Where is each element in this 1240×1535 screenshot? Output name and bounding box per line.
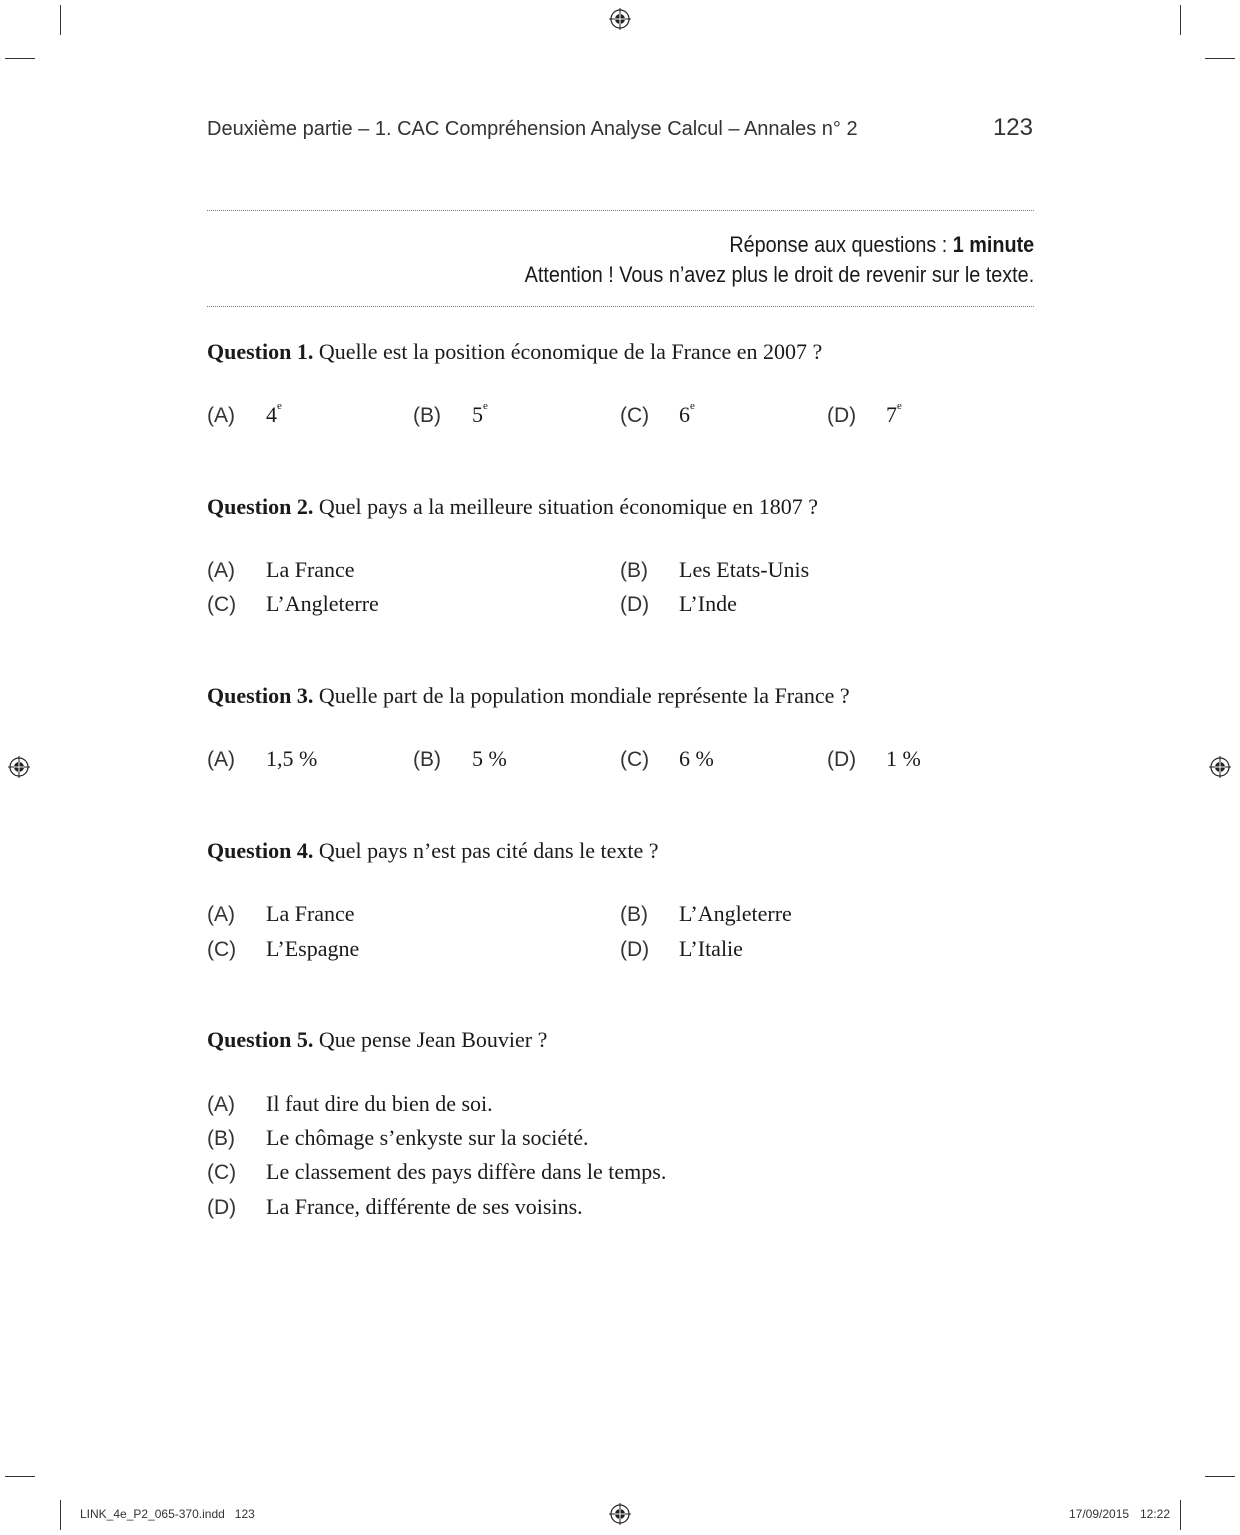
option-letter: (B) (413, 748, 441, 771)
footer-time: 12:22 (1140, 1507, 1171, 1521)
question-text: Que pense Jean Bouvier ? (313, 1027, 548, 1052)
question-1 (207, 339, 822, 365)
crop-mark-top-left (60, 5, 61, 35)
option-letter: (C) (207, 593, 237, 616)
page-number: 123 (992, 114, 1033, 141)
question-5 (207, 1027, 547, 1053)
running-title: Deuxième partie – 1. CAC Compréhension Analyse Calcul – Annales n° 2 (207, 118, 858, 140)
question-label: Question 4. (207, 838, 314, 863)
option-letter: (A) (207, 404, 235, 427)
option-letter: (C) (620, 748, 650, 771)
option-text: 5e (472, 400, 488, 427)
question-text: Quel pays n’est pas cité dans le texte ? (313, 838, 659, 863)
option-letter: (A) (207, 903, 235, 926)
option-letter: (B) (413, 404, 441, 427)
question-3 (207, 683, 850, 709)
option-text: L’Inde (679, 591, 737, 616)
option-text: 7e (886, 400, 902, 427)
option-text: L’Angleterre (266, 591, 379, 616)
option-text: L’Angleterre (679, 901, 792, 926)
option-text: La France (266, 901, 355, 926)
option-text: 6e (679, 400, 695, 427)
question-text: Quel pays a la meilleure situation économique en 1807 ? (313, 494, 818, 519)
crop-mark-bottom-left-h (5, 1476, 35, 1477)
option-letter: (C) (620, 404, 650, 427)
option-letter: (D) (827, 748, 857, 771)
option-text: La France, différente de ses voisins. (266, 1194, 583, 1219)
crop-mark-bottom-right-h (1205, 1476, 1235, 1477)
duration: 1 minute (952, 232, 1034, 257)
footer-date: 17/09/2015 (1069, 1507, 1130, 1521)
option-text: 1,5 % (266, 746, 318, 771)
question-label: Question 3. (207, 683, 314, 708)
question-text: Quelle part de la population mondiale représente la France ? (313, 683, 850, 708)
instructions-line1: Réponse aux questions : 1 minute (729, 232, 1034, 257)
option-letter: (B) (620, 559, 648, 582)
question-label: Question 5. (207, 1027, 314, 1052)
option-text: Les Etats-Unis (679, 557, 810, 582)
question-4 (207, 838, 659, 864)
option-letter: (A) (207, 748, 235, 771)
option-letter: (D) (827, 404, 857, 427)
option-letter: (B) (207, 1127, 235, 1150)
option-text: Le classement des pays diffère dans le temps. (266, 1159, 667, 1184)
crop-mark-bottom-right (1180, 1500, 1181, 1530)
crop-mark-top-left-h (5, 58, 35, 59)
question-label: Question 2. (207, 494, 314, 519)
option-text: 5 % (472, 746, 507, 771)
question-text: Quelle est la position économique de la France en 2007 ? (313, 339, 823, 364)
option-letter: (B) (620, 903, 648, 926)
option-text: Il faut dire du bien de soi. (266, 1091, 493, 1116)
option-text: La France (266, 557, 355, 582)
registration-mark-icon (1209, 756, 1231, 778)
footer-filename: LINK_4e_P2_065-370.indd 123 (80, 1507, 255, 1521)
registration-mark-icon (8, 756, 30, 778)
option-letter: (A) (207, 559, 235, 582)
divider-top (207, 210, 1034, 211)
instructions (524, 230, 1034, 290)
option-letter: (D) (620, 938, 650, 961)
option-text: 4e (266, 400, 282, 427)
instructions-line2: Attention ! Vous n’avez plus le droit de revenir sur le texte. (524, 262, 1034, 287)
option-letter: (A) (207, 1093, 235, 1116)
option-letter: (C) (207, 1161, 237, 1184)
option-text: L’Espagne (266, 936, 360, 961)
option-text: 1 % (886, 746, 921, 771)
option-text: 6 % (679, 746, 714, 771)
question-2 (207, 494, 818, 520)
registration-mark-icon (609, 8, 631, 30)
crop-mark-bottom-left (60, 1500, 61, 1530)
question-label: Question 1. (207, 339, 314, 364)
option-letter: (C) (207, 938, 237, 961)
registration-mark-icon (609, 1503, 631, 1525)
divider-bottom (207, 306, 1034, 307)
crop-mark-top-right-h (1205, 58, 1235, 59)
option-text: L’Italie (679, 936, 743, 961)
option-text: Le chômage s’enkyste sur la société. (266, 1125, 589, 1150)
option-letter: (D) (620, 593, 650, 616)
option-letter: (D) (207, 1196, 237, 1219)
crop-mark-top-right (1180, 5, 1181, 35)
